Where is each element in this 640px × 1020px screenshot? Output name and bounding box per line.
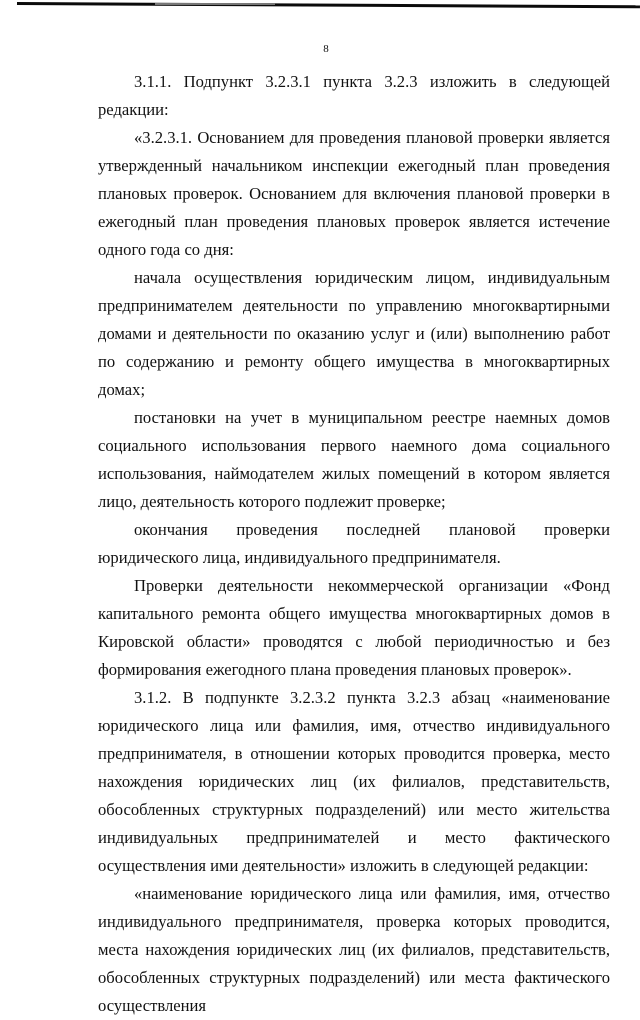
- scan-top-border: [17, 2, 640, 8]
- page-number: 8: [323, 43, 329, 55]
- paragraph-3-1-1: 3.1.1. Подпункт 3.2.3.1 пункта 3.2.3 изложить в следующей редакции:: [98, 72, 610, 119]
- paragraph-last-inspection: окончания проведения последней плановой проверки юридического лица, индивидуального предпринимателя.: [98, 520, 610, 567]
- paragraph-capital-repair-fund: Проверки деятельности некоммерческой организации «Фонд капитального ремонта общего имущества многоквартирных домов в Кировской области» проводятся с любой периодичностью и без формирования ежегодного плана проведения плановых проверок».: [98, 576, 610, 679]
- paragraph-new-wording: «наименование юридического лица или фамилия, имя, отчество индивидуального предпринимателя, проверка которых проводится, места нахождения юридических лиц (их филиалов, представительств, обособленных структурных подразделений) или места фактического осуществления: [98, 884, 610, 1015]
- paragraph-start-of-activity: начала осуществления юридическим лицом, индивидуальным предпринимателем деятельности по управлению многоквартирными домами и деятельности по оказанию услуг и (или) выполнению работ по содержанию и ремонту общего имущества в многоквартирных домах;: [98, 268, 610, 399]
- paragraph-3-2-3-1-basis: «3.2.3.1. Основанием для проведения плановой проверки является утвержденный начальником инспекции ежегодный план проведения плановых проверок. Основанием для включения плановой проверки в ежегодный план проведения плановых проверок является истечение одного года со дня:: [98, 128, 610, 259]
- paragraph-3-1-2: 3.1.2. В подпункте 3.2.3.2 пункта 3.2.3 абзац «наименование юридического лица или фамилия, имя, отчество индивидуального предпринимателя, в отношении которых проводится проверка, место нахождения юридических лиц (их филиалов, представительств, обособленных структурных подразделений) или место жительства индивидуальных предпринимателей и место фактического осуществления ими деятельности» изложить в следующей редакции:: [98, 688, 610, 875]
- document-body: [98, 68, 610, 1020]
- scan-top-border-highlight: [155, 3, 275, 5]
- paragraph-registration: постановки на учет в муниципальном реестре наемных домов социального использования первого наемного дома социального использования, наймодателем жилых помещений в котором является лицо, деятельность которого подлежит проверке;: [98, 408, 610, 511]
